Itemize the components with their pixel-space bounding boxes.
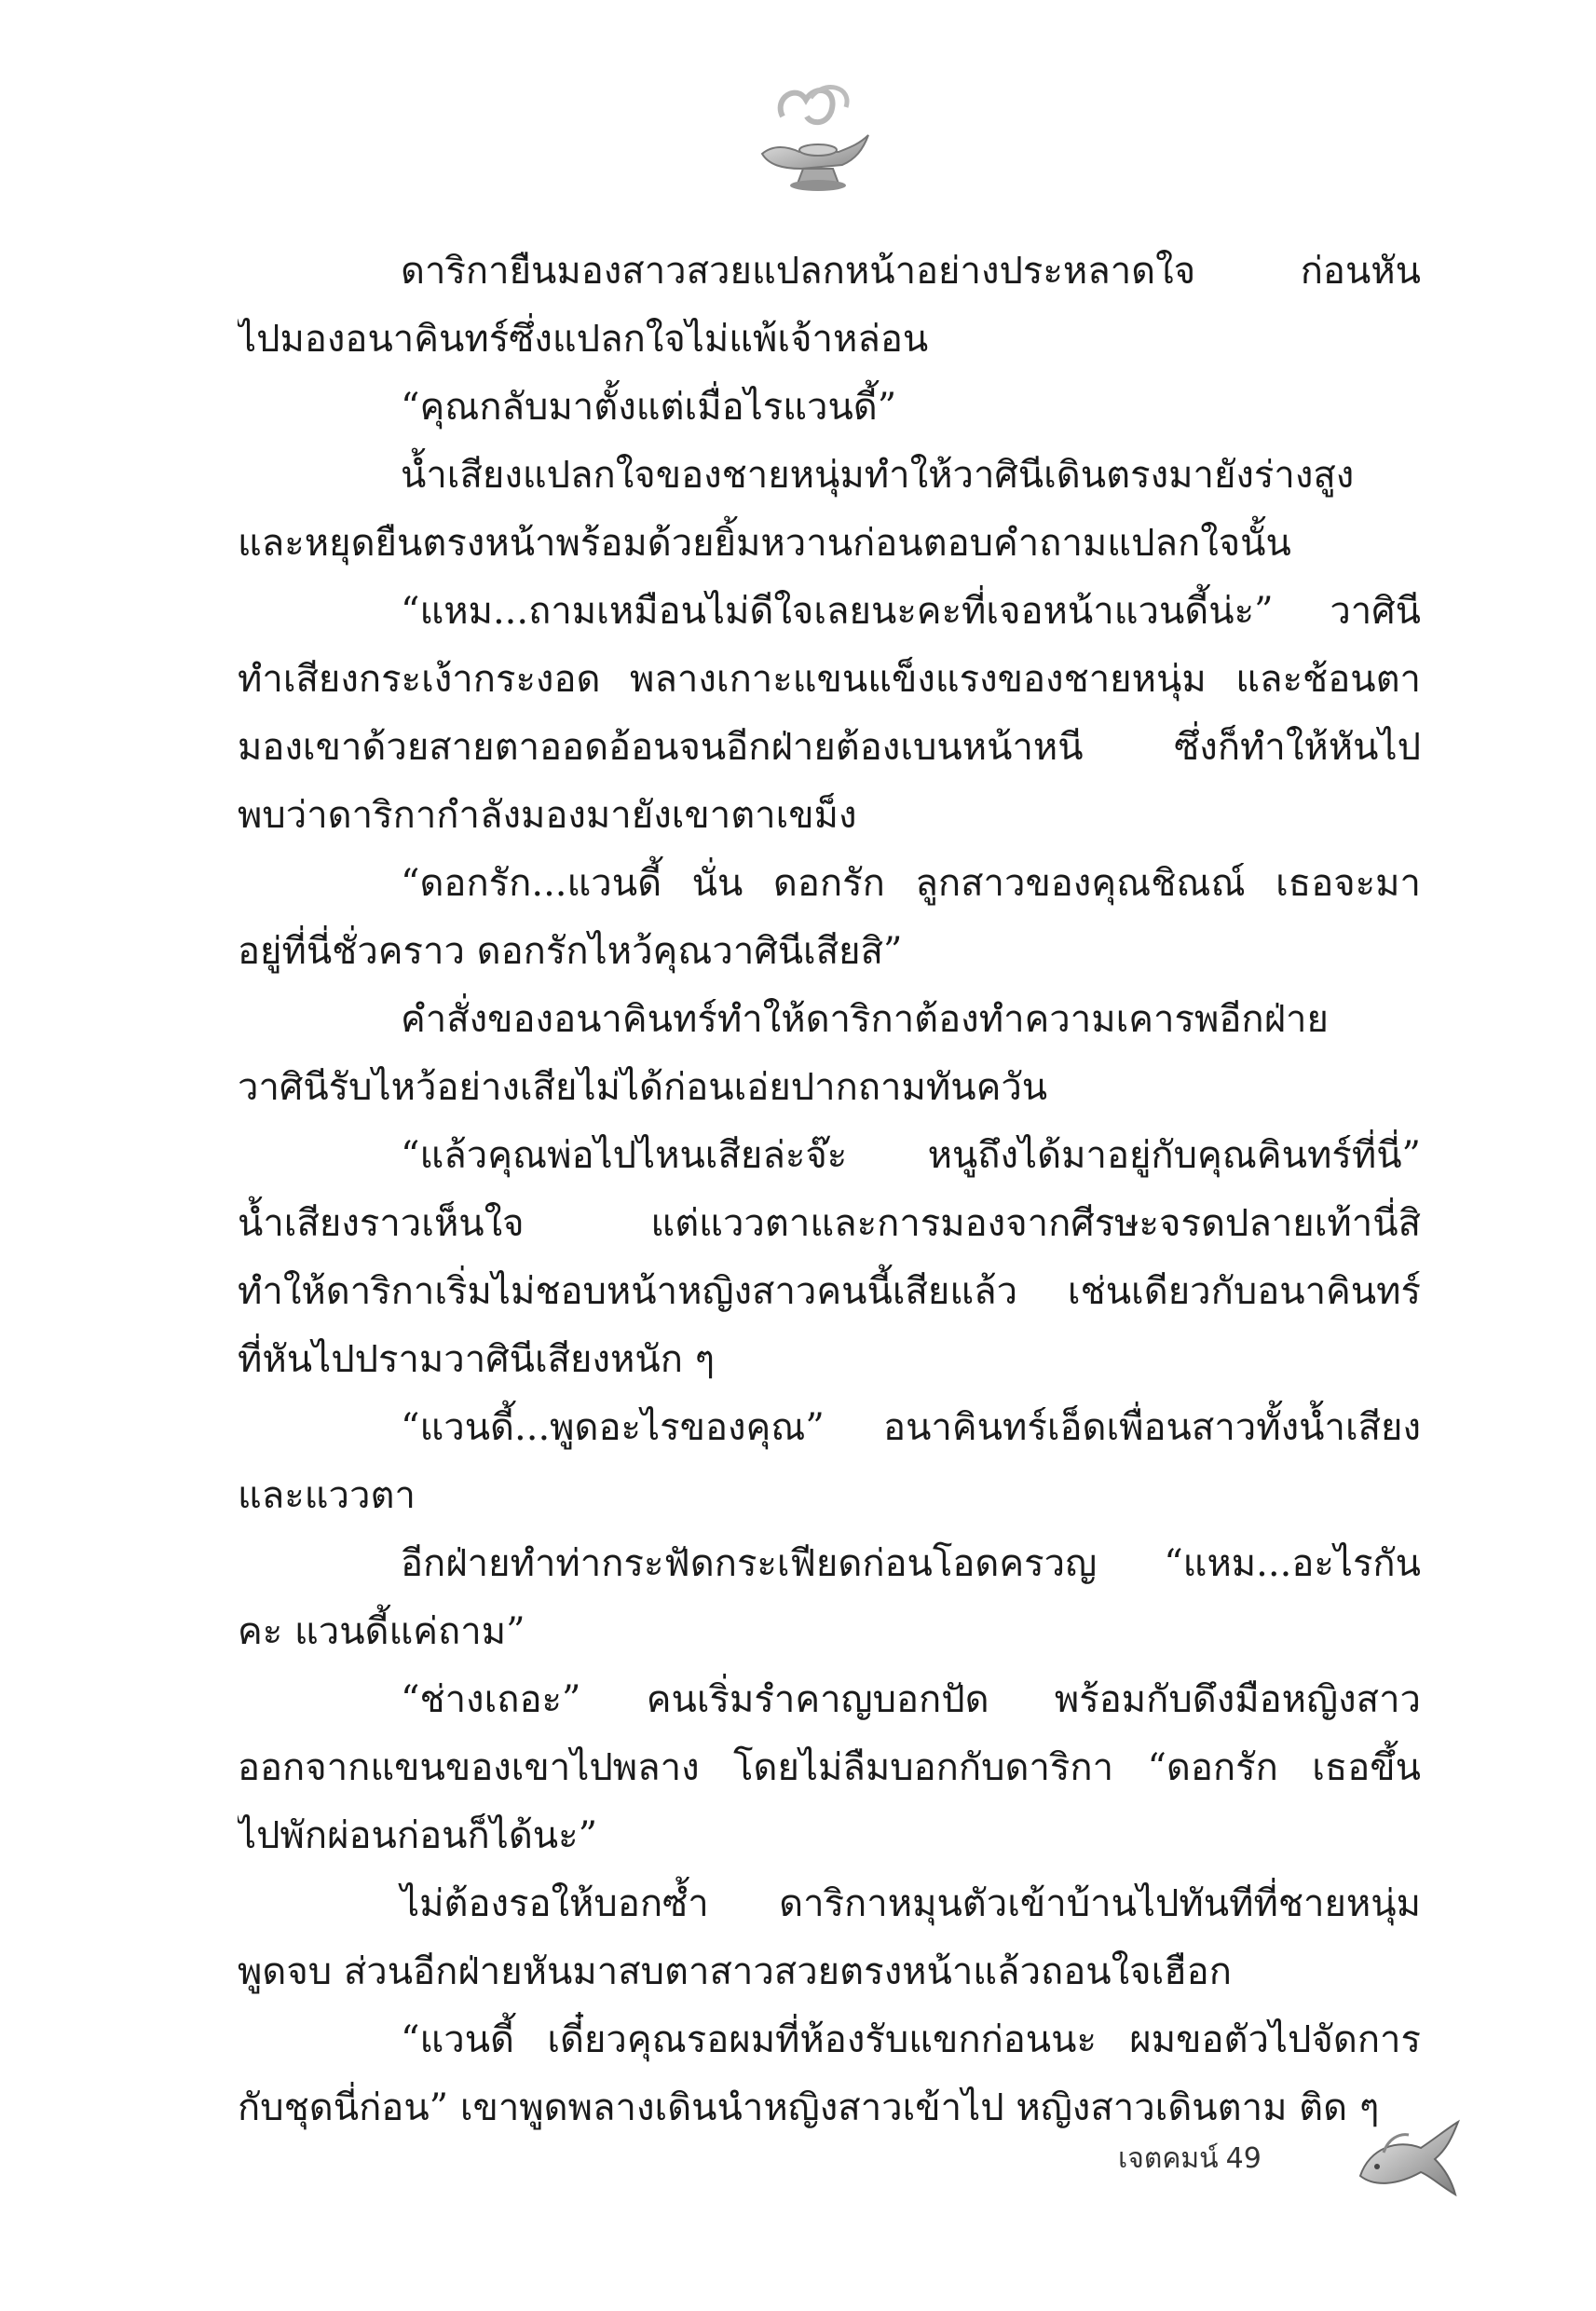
text-line: ไปพักผ่อนก่อนก็ได้นะ” [238,1814,598,1857]
text-line: และหยุดยืนตรงหน้าพร้อมด้วยยิ้มหวานก่อนตอบคำถามแปลกใจนั้น [238,522,1291,565]
text-line: ที่หันไปปรามวาศินีเสียงหนัก ๆ [238,1338,716,1381]
text-line: “แวนดี้ เดี๋ยวคุณรอผมที่ห้องรับแขกก่อนนะ ผมขอตัวไปจัดการ [401,2018,1421,2061]
text-line: “แหม...ถามเหมือนไม่ดีใจเลยนะคะที่เจอหน้าแวนดี้น่ะ” วาศินี [401,590,1421,633]
text-line: “ช่างเถอะ” คนเริ่มรำคาญบอกปัด พร้อมกับดึงมือหญิงสาว [401,1678,1421,1721]
text-line: ทำให้ดาริกาเริ่มไม่ชอบหน้าหญิงสาวคนนี้เสียแล้ว เช่นเดียวกับอนาคินทร์ [238,1270,1421,1313]
fish-ornament [1342,2111,1463,2204]
text-line: ไปมองอนาคินทร์ซึ่งแปลกใจไม่แพ้เจ้าหล่อน [238,318,929,361]
footer-label [1118,2137,1262,2181]
text-line: อีกฝ่ายทำท่ากระฟัดกระเฟียดก่อนโอดครวญ “แหม...อะไรกัน [401,1542,1421,1585]
text-line: ออกจากแขนของเขาไปพลาง โดยไม่ลืมบอกกับดาริกา “ดอกรัก เธอขึ้น [238,1746,1421,1789]
page-footer [1118,2111,1472,2213]
text-line: คำสั่งของอนาคินทร์ทำให้ดาริกาต้องทำความเคารพอีกฝ่าย [401,998,1329,1041]
text-line: ทำเสียงกระเง้ากระงอด พลางเกาะแขนแข็งแรงของชายหนุ่ม และช้อนตา [238,658,1421,701]
text-line: มองเขาด้วยสายตาออดอ้อนจนอีกฝ่ายต้องเบนหน้าหนี ซึ่งก็ทำให้หันไป [238,726,1421,769]
text-line: “ดอกรัก...แวนดี้ นั่น ดอกรัก ลูกสาวของคุณชิณณ์ เธอจะมา [401,862,1421,905]
page-number: 49 [1225,2142,1262,2175]
text-line: อยู่ที่นี่ชั่วคราว ดอกรักไหว้คุณวาศินีเสียสิ” [238,930,903,973]
text-line: ดาริกายืนมองสาวสวยแปลกหน้าอย่างประหลาดใจ ก่อนหัน [401,250,1421,293]
text-line: “แล้วคุณพ่อไปไหนเสียล่ะจ๊ะ หนูถึงได้มาอยู่กับคุณคินทร์ที่นี่” [401,1134,1421,1177]
body-text [238,238,1421,2142]
text-line: พูดจบ ส่วนอีกฝ่ายหันมาสบตาสาวสวยตรงหน้าแล้วถอนใจเฮือก [238,1950,1232,1993]
text-line: “แวนดี้...พูดอะไรของคุณ” อนาคินทร์เอ็ดเพื่อนสาวทั้งน้ำเสียง [401,1406,1421,1449]
text-line: พบว่าดาริกากำลังมองมายังเขาตาเขม็ง [238,794,857,837]
text-line: วาศินีรับไหว้อย่างเสียไม่ได้ก่อนเอ่ยปากถามทันควัน [238,1066,1048,1109]
book-title: เจตคมน์ [1118,2142,1219,2175]
text-line: น้ำเสียงราวเห็นใจ แต่แววตาและการมองจากศีรษะจรดปลายเท้านี่สิ [238,1202,1421,1245]
text-line: ไม่ต้องรอให้บอกซ้ำ ดาริกาหมุนตัวเข้าบ้านไปทันทีที่ชายหนุ่ม [401,1882,1421,1925]
genie-lamp-ornament [745,79,876,200]
text-line: กับชุดนี่ก่อน” เขาพูดพลางเดินนำหญิงสาวเข้าไป หญิงสาวเดินตาม ติด ๆ [238,2086,1380,2129]
text-line: “คุณกลับมาตั้งแต่เมื่อไรแวนดี้” [401,386,897,429]
text-line: และแววตา [238,1474,416,1517]
text-line: คะ แวนดี้แค่ถาม” [238,1610,525,1653]
text-line: น้ำเสียงแปลกใจของชายหนุ่มทำให้วาศินีเดินตรงมายังร่างสูง [401,454,1355,497]
